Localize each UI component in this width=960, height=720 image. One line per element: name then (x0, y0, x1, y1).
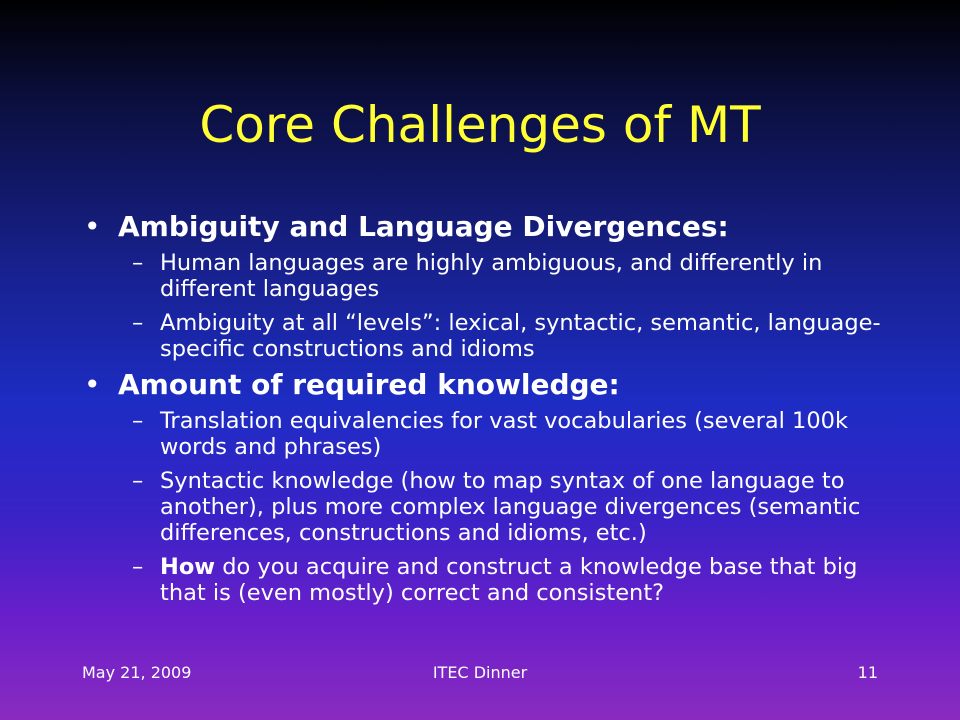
subbullet-ambiguity-levels (82, 310, 902, 362)
subbullet-text: Human languages are highly ambiguous, and differently in different languages (160, 250, 823, 302)
bold-lead: How (160, 554, 216, 580)
subbullet-ambiguous-languages (82, 250, 902, 302)
slide-title: Core Challenges of MT (199, 96, 761, 154)
bullet-ambiguity (82, 210, 902, 244)
dash-icon: – (132, 408, 144, 434)
dash-icon: – (132, 468, 144, 494)
bullet-icon: • (84, 210, 101, 243)
bullet-icon: • (84, 368, 101, 401)
subbullet-text: Translation equivalencies for vast vocabularies (several 100k words and phrases) (160, 408, 849, 460)
footer-date: May 21, 2009 (82, 663, 192, 682)
subbullet-text: do you acquire and construct a knowledge base that big that is (even mostly) correct and consistent? (160, 554, 858, 606)
bullet-text: Amount of required knowledge: (118, 368, 620, 401)
subbullet-translation-equivalencies (82, 408, 902, 460)
subbullet-text: Syntactic knowledge (how to map syntax of one language to another), plus more complex language divergences (semantic differences, constructions and idioms, etc.) (160, 468, 861, 546)
dash-icon: – (132, 250, 144, 276)
dash-icon: – (132, 554, 144, 580)
dash-icon: – (132, 310, 144, 336)
bullet-text: Ambiguity and Language Divergences: (118, 210, 729, 243)
subbullet-text: Ambiguity at all “levels”: lexical, syntactic, semantic, language-specific constructions and idioms (160, 310, 881, 362)
subbullet-knowledge-base (82, 554, 902, 606)
bullet-knowledge (82, 368, 902, 402)
footer-event: ITEC Dinner (432, 663, 528, 682)
slide-content (82, 210, 902, 606)
footer-page-number: 11 (857, 663, 878, 682)
subbullet-syntactic-knowledge (82, 468, 902, 546)
